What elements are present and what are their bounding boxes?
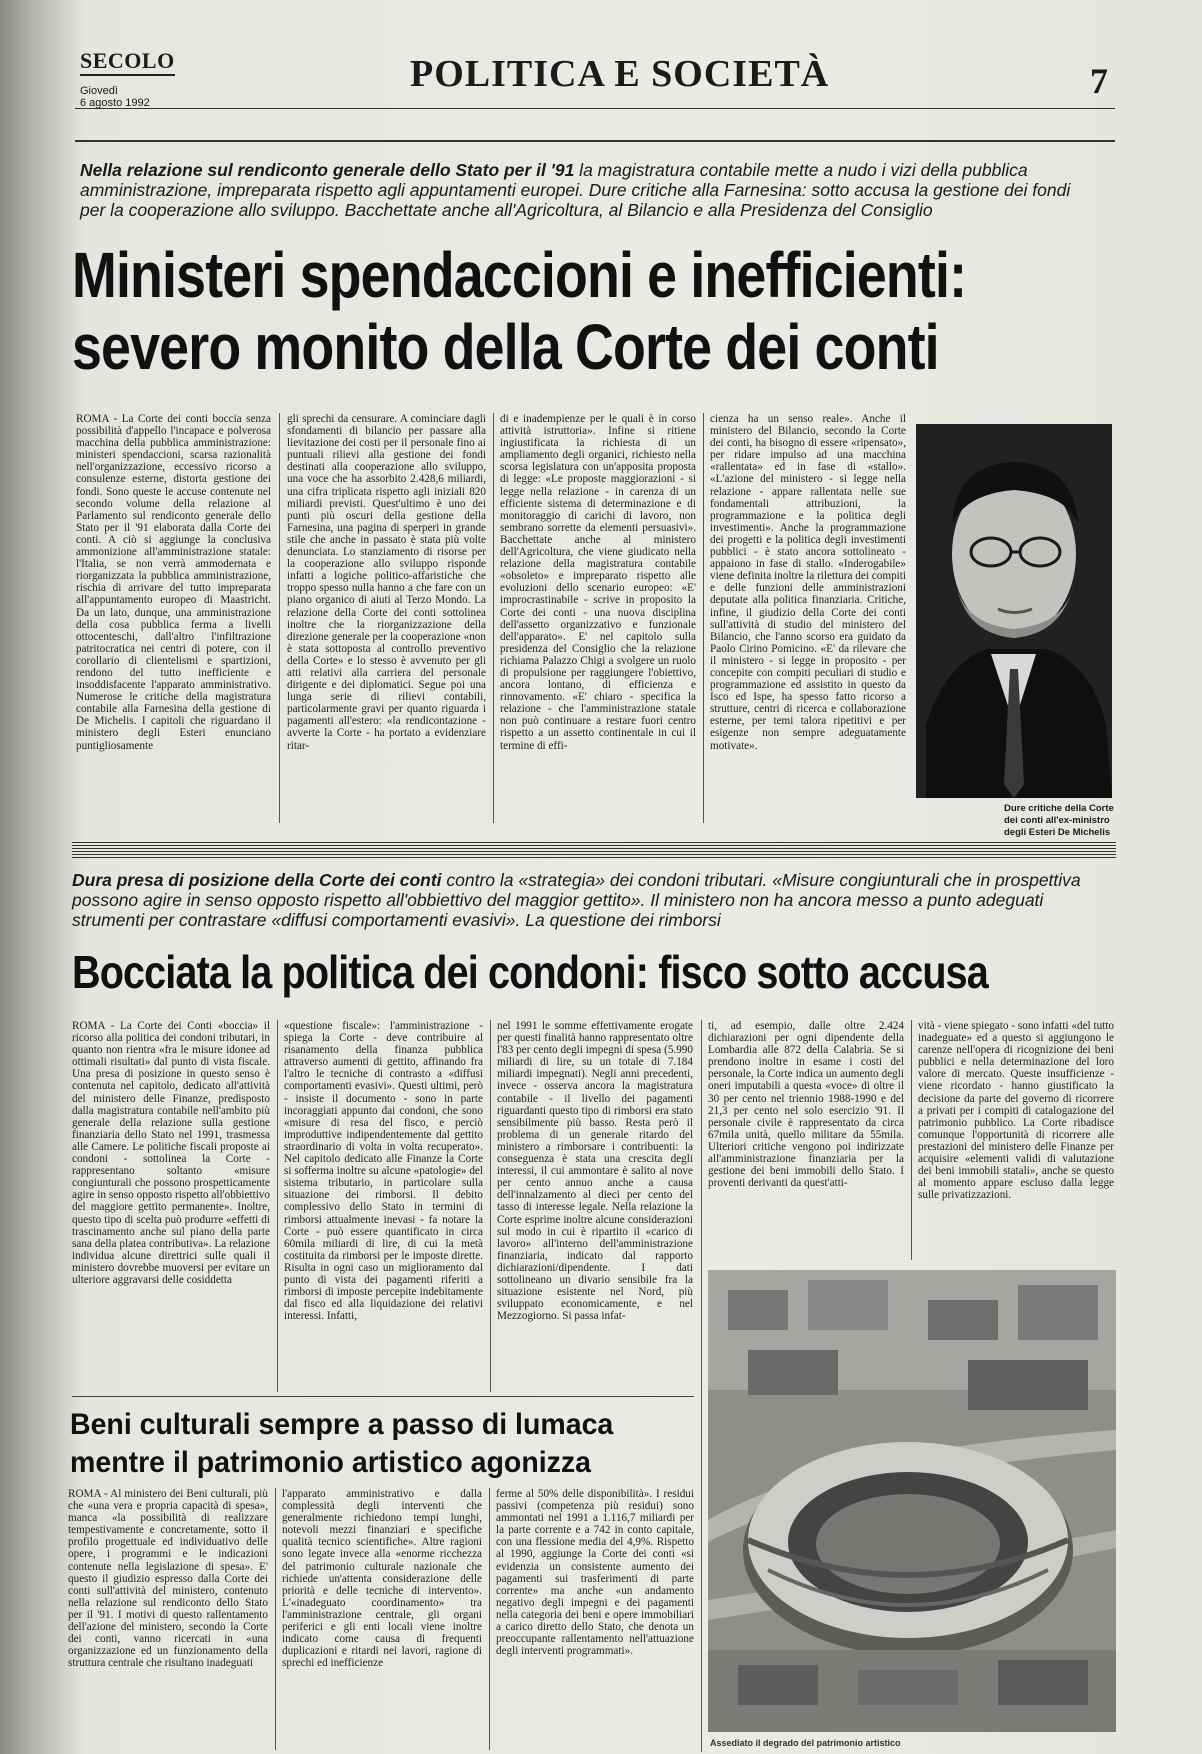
article3-headline-line1: Beni culturali sempre a passo di lumaca xyxy=(70,1408,614,1441)
newspaper-logo: SECOLO xyxy=(80,48,175,76)
article2-lead xyxy=(72,870,1092,930)
article3-column-3: ferme al 50% delle disponibilità». I residui passivi (competenza più residui) sono ammontati nel 1991 a 1.116,7 miliardi per la parte corrente e a 742 in conto capitale, con una flessione media del 4,9%. Rispetto al 1990, aggiunge la Corte dei conti «si evidenzia un consistente aumento dei pagamenti sui trasferimenti di parte corrente» ma anche «un andamento negativo degli impegni e dei pagamenti nella categoria dei beni e opere immobiliari a carico diretto dello Stato, che denota un preoccupante rallentamento nell'attuazione degli interventi programmati». xyxy=(496,1488,694,1658)
article2-column-4: ti, ad esempio, dalle oltre 2.424 dichiarazioni per ogni dipendente della Lombardia alle 872 della Calabria. Se si prendono inoltre in esame i costi del personale, la Corte indica un aumento degli oneri imputabili a questa «voce» di oltre il 30 per cento nel triennio 1988-1990 e del 21,3 per cento nel solo esercizio '91. Il personale civile è rappresentato da circa 67mila unità, quello militare da 55mila. Ulteriori critiche vengono poi indirizzate all'amministrazione finanziaria per la gestione dei beni immobili dello Stato. I proventi derivanti da quest'atti- xyxy=(708,1020,904,1190)
column-rule xyxy=(490,1020,491,1392)
column-rule xyxy=(701,1020,702,1752)
photo-caption-de-michelis: Dure critiche della Corte dei conti all'ex-ministro degli Esteri De Michelis xyxy=(1004,803,1114,838)
article2-lead-bold: Dura presa di posizione della Corte dei conti xyxy=(72,870,442,890)
article3-headline-line2: mentre il patrimonio artistico agonizza xyxy=(70,1446,592,1479)
column-rule xyxy=(489,1488,490,1750)
article1-lead-bold: Nella relazione sul rendiconto generale dello Stato per il '91 xyxy=(80,160,575,180)
column-rule xyxy=(911,1020,912,1260)
portrait-illustration xyxy=(916,424,1112,798)
article1-column-1: ROMA - La Corte dei conti boccia senza possibilità d'appello l'incapace e polverosa macchina della pubblica amministrazione: ministeri spendaccioni, scarsa razionalità nell'organizzazione, eccessivo ricorso a consulenze esterne, distorta gestione dei fondi. Sono queste le accuse contenute nel secondo volume della relazione al Parlamento sul rendiconto generale dello Stato per il '91 elaborata dalla Corte dei conti. A ciò si aggiunge la conclusiva ammonizione all'amministrazione statale: l'Italia, se non verrà ammodernata e riorganizzata la pubblica amministrazione, rischia di arrivare del tutto impreparata all'appuntamento europeo di Maastricht. Da un lato, dunque, una amministrazione della cosa pubblica ferma a livelli ottocenteschi, dall'altro l'infiltrazione patritocratica nei centri di potere, con il corollario di clientelismi e spartizioni, rendono del tutto inefficiente e insoddisfacente l'apparato amministrativo. Numerose le critiche della magistratura contabile alla Farnesina della gestione di De Michelis. I capitoli che riguardano il ministero degli Esteri enunciano puntigliosamente xyxy=(76,413,271,752)
article3-column-1: ROMA - Al ministero dei Beni culturali, più che «una vera e propria capacità di spesa», manca «la possibilità di realizzare tempestivamente e concretamente, sotto il profilo progettuale ed individuativo delle opere, i programmi e le indicazioni contenute nella legislazione di spesa». E' questo il giudizio espresso dalla Corte dei conti sull'attività del ministero, contenuto nella relazione sul rendiconto dello Stato per il '91. I motivi di questo rallentamento dell'azione del ministero, secondo la Corte dei conti, vanno ricercati in «una organizzazione ed un funzionamento della struttura centrale che risultano inadeguati xyxy=(68,1488,268,1670)
article3-column-2: l'apparato amministrativo e dalla complessità degli interventi che generalmente richiedono tempi lunghi, notevoli mezzi finanziari e specifiche qualità tecnico scientifiche». Altre ragioni sono legate invece alla «enorme ricchezza del patrimonio culturale nazionale che richiede un'attenta considerazione delle priorità e delle tecniche di intervento». L'«inadeguato coordinamento» tra l'amministrazione centrale, gli organi periferici e gli enti locali viene inoltre indicato come causa di frequenti duplicazioni e ritardi nei lavori, ragione di sprechi ed inefficienze xyxy=(282,1488,482,1670)
section-title: POLITICA E SOCIETÀ xyxy=(410,53,830,95)
masthead-rule-thick xyxy=(75,140,1115,142)
column-rule xyxy=(277,1020,278,1392)
article1-headline-line2: severo monito della Corte dei conti xyxy=(72,311,939,383)
page-number: 7 xyxy=(1090,61,1108,101)
article-rule xyxy=(72,1396,694,1397)
colosseum-aerial-illustration xyxy=(708,1270,1116,1732)
article1-column-4: cienza ha un senso reale». Anche il ministero del Bilancio, secondo la Corte dei conti, ha bisogno di essere «ripensato», per ridare impulso ad una macchina «rallentata» ed in fase di «stallo». «L'azione del ministero - si legge nella relazione - appare rallentata nelle sue fondamentali attribuzioni, la programmazione e la politica degli investimenti». Anche la programmazione dei progetti e la politica degli investimenti pubblici - è stato ancora sottolineato - appaiono in fase di stallo. «Inderogabile» viene definita inoltre la rilettura dei compiti e delle funzioni delle amministrazioni deputate alla politica finanziaria. Critiche, infine, il giudizio della Corte dei conti sull'attività di studio del ministero del Bilancio, che l'anno scorso era guidato da Paolo Cirino Pomicino. «E' da rilevare che il ministero - si legge in proposito - per concepite con compiti peculiari di studio e programmazione ed assistito in questo da Isco ed Ispe, ha spesso fatto ricorso a strutture, centri di ricerca e collaborazione esterne, per temi talora ripetitivi e per esigenze non sempre adeguatamente motivate». xyxy=(710,413,906,752)
photo-caption-colosseum: Assediato il degrado del patrimonio artistico xyxy=(710,1738,901,1748)
column-rule xyxy=(493,413,494,823)
article2-lead-text: contro la «strategia» dei condoni tributari. «Misure congiunturali che in prospettiva possono agire in senso opposto rispetto all'obbiettivo del maggior gettito». Il ministero non ha ancora messo a punto adeguati strumenti per contrastare «diffusi comportamenti evasivi». La questione dei rimborsi xyxy=(72,870,1081,930)
article1-lead xyxy=(80,160,1100,220)
masthead-rule xyxy=(75,108,1115,109)
article1-column-3: di e inadempienze per le quali è in corso attività istruttoria». Infine si ritiene ingiustificata la richiesta di un ampliamento degli organici, richiesto nella scorsa legislatura con un'apposita proposta di legge: «Le proposte maggiorazioni - si legge nella relazione - in carenza di un efficiente sistema di determinazione e di monitoraggio di carichi di lavoro, non sembrano sorrette da elementi persuasivi». Bacchettate anche al ministero dell'Agricoltura, che viene giudicato nella relazione della magistratura contabile «obsoleto» e impreparato rispetto alle evoluzioni dello scenario europeo: «E' improcrastinabile - scrive in proposito la Corte dei conti - una nuova disciplina dell'assetto organizzativo e funzionale dell'apparato». E' nel capitolo sulla presidenza del Consiglio che la relazione richiama Palazzo Chigi a svolgere un ruolo di propulsione per raggiungere l'obiettivo, ancora lontano, di efficienza e rinnovamento. «E' chiaro - specifica la relazione - che l'amministrazione statale non può continuare a restare fuori centro rispetto a un assetto continentale in cui il termine di effi- xyxy=(500,413,696,752)
article1-headline-line1: Ministeri spendaccioni e inefficienti: xyxy=(72,239,967,311)
column-rule xyxy=(279,413,280,823)
column-rule xyxy=(275,1488,276,1750)
article2-column-2: «questione fiscale»: l'amministrazione - spiega la Corte - deve contribuire al risanamento della finanza pubblica attraverso aumenti di gettito, affinando fra l'altro le tecniche di contrasto a «diffusi comportamenti evasivi». Questi ultimi, però - insiste il documento - sono in parte incoraggiati appunto dai condoni, che sono «misure di resa del fisco, e perciò improduttive indipendentemente dal gettito straordinario di volta in volta recuperato». Nel capitolo dedicato alle Finanze la Corte si sofferma inoltre su alcune «patologie» del sistema tributario, in particolare sulla situazione dei rimborsi. Il debito complessivo dello Stato in termini di rimborsi attualmente inevasi - fa notare la Corte - può essere quantificato in circa 60mila miliardi di lire, di cui la metà costituita da rimborsi per le imposte dirette. Risulta in ogni caso un miglioramento dal punto di vista dei pagamenti riferiti a rimborsi di imposte percepite indebitamente dal fisco ed alla liquidazione dei relativi interessi. Infatti, xyxy=(284,1020,483,1323)
column-rule xyxy=(703,413,704,823)
issue-date xyxy=(80,85,150,109)
photo-colosseum xyxy=(708,1270,1116,1732)
photo-de-michelis xyxy=(916,424,1112,798)
section-divider xyxy=(72,842,1116,858)
article2-column-5: vità - viene spiegato - sono infatti «del tutto inadeguate» ed a questo si aggiungono le carenze nell'opera di ricognizione dei beni pubblici e nella determinazione del loro valore di mercato. Queste insufficienze - viene ricordato - hanno giustificato la decisione da parte del governo di ricorrere a privati per i compiti di catalogazione del patrimonio pubblico. La Corte ribadisce comunque l'opportunità di ricorrere alle prestazioni del ministero delle Finanze per acquisire «elementi validi di valutazione dei beni immobili statali», anche se questo al momento appare escluso dalla legge sulle privatizzazioni. xyxy=(918,1020,1114,1202)
article2-headline: Bocciata la politica dei condoni: fisco sotto accusa xyxy=(72,946,988,998)
issue-weekday: Giovedì xyxy=(80,85,118,97)
article1-column-2: gli sprechi da censurare. A cominciare dagli sfondamenti di bilancio per passare alla lievitazione dei costi per il personale fino ai puntuali rilievi alla gestione dei fondi destinati alla cooperazione allo sviluppo, una voce che ha assorbito 2.428,6 miliardi, una cifra triplicata rispetto agli iniziali 820 miliardi previsti. Quest'ultimo è uno dei punti più oscuri della gestione della Farnesina, una pagina di sperperi in grande stile che anche in passato è stata più volte denunciata. Lo stanziamento di risorse per la cooperazione allo sviluppo risponde infatti a logiche politico-affaristiche che troppo spesso nulla hanno a che fare con un piano organico di aiuti al Terzo Mondo. La relazione della Corte dei conti sottolinea inoltre che la riorganizzazione della direzione generale per la cooperazione «non è stata sottoposta al controllo preventivo della Corte» e lo stesso è avvenuto per gli atti relativi alla carriera del personale dirigente e dei diplomatici. Segue poi una lunga serie di rilievi contabili, particolarmente gravi per quanto riguarda i pagamenti all'estero: «la rendicontazione - avverte la Corte - ha portato a evidenziare ritar- xyxy=(287,413,486,752)
article2-column-3: nel 1991 le somme effettivamente erogate per questi finalità hanno rappresentato oltre l'83 per cento degli impegni di spesa (5.990 miliardi di lire, su un totale di 7.184 miliardi impegnati). Negli anni precedenti, invece - osserva ancora la magistratura contabile - il livello dei pagamenti riguardanti questo tipo di rimborsi era stato sensibilmente più basso. Resta però il problema di un generale ritardo del ministero a rimborsare i contribuenti: la conseguenza è stata una crescita degli interessi, il cui ammontare è salito al nove per cento annuo anche a causa dell'innalzamento al dieci per cento del tasso di interesse legale. Nella relazione la Corte esprime inoltre alcune considerazioni sul modo in cui è ripartito il «carico di lavoro» all'interno dell'amministrazione finanziaria, indicato dal rapporto dichiarazioni/dipendente. I dati sottolineano un divario sensibile fra la situazione esistente nel Nord, più sviluppato economicamente, e nel Mezzogiorno. Si passa infat- xyxy=(497,1020,693,1323)
issue-day: 6 agosto 1992 xyxy=(80,97,150,109)
article2-column-1: ROMA - La Corte dei Conti «boccia» il ricorso alla politica dei condoni tributari, in quanto non rientra «fra le misure idonee ad ottimali risultati» dal punto di vista fiscale. Una presa di posizione in questo senso è contenuta nel capitolo, dedicato all'attività del ministero delle Finanze, predisposto dalla magistratura contabile nell'ambito più generale della relazione sulla gestione finanziaria dello Stato nel 1991, trasmessa alle Camere. Le politiche fiscali proposte ai condoni - sottolinea la Corte - rappresentano soltanto «misure congiunturali che possono prospetticamente agire in senso opposto rispetto all'obbiettivo del maggiore gettito permanente». Inoltre, questo tipo di scelta può produrre «effetti di trascinamento anche sul piano della parte sana della platea contributiva». La relazione individua alcune direttrici sulle quali il ministero dovrebbe muoversi per evitare un ulteriore aggravarsi delle cosiddetta xyxy=(72,1020,270,1286)
article1-lead-text: la magistratura contabile mette a nudo i vizi della pubblica amministrazione, impreparata rispetto agli appuntamenti europei. Dure critiche alla Farnesina: sotto accusa la gestione dei fondi per la cooperazione allo sviluppo. Bacchettate anche all'Agricoltura, al Bilancio e alla Presidenza del Consiglio xyxy=(80,160,1071,220)
